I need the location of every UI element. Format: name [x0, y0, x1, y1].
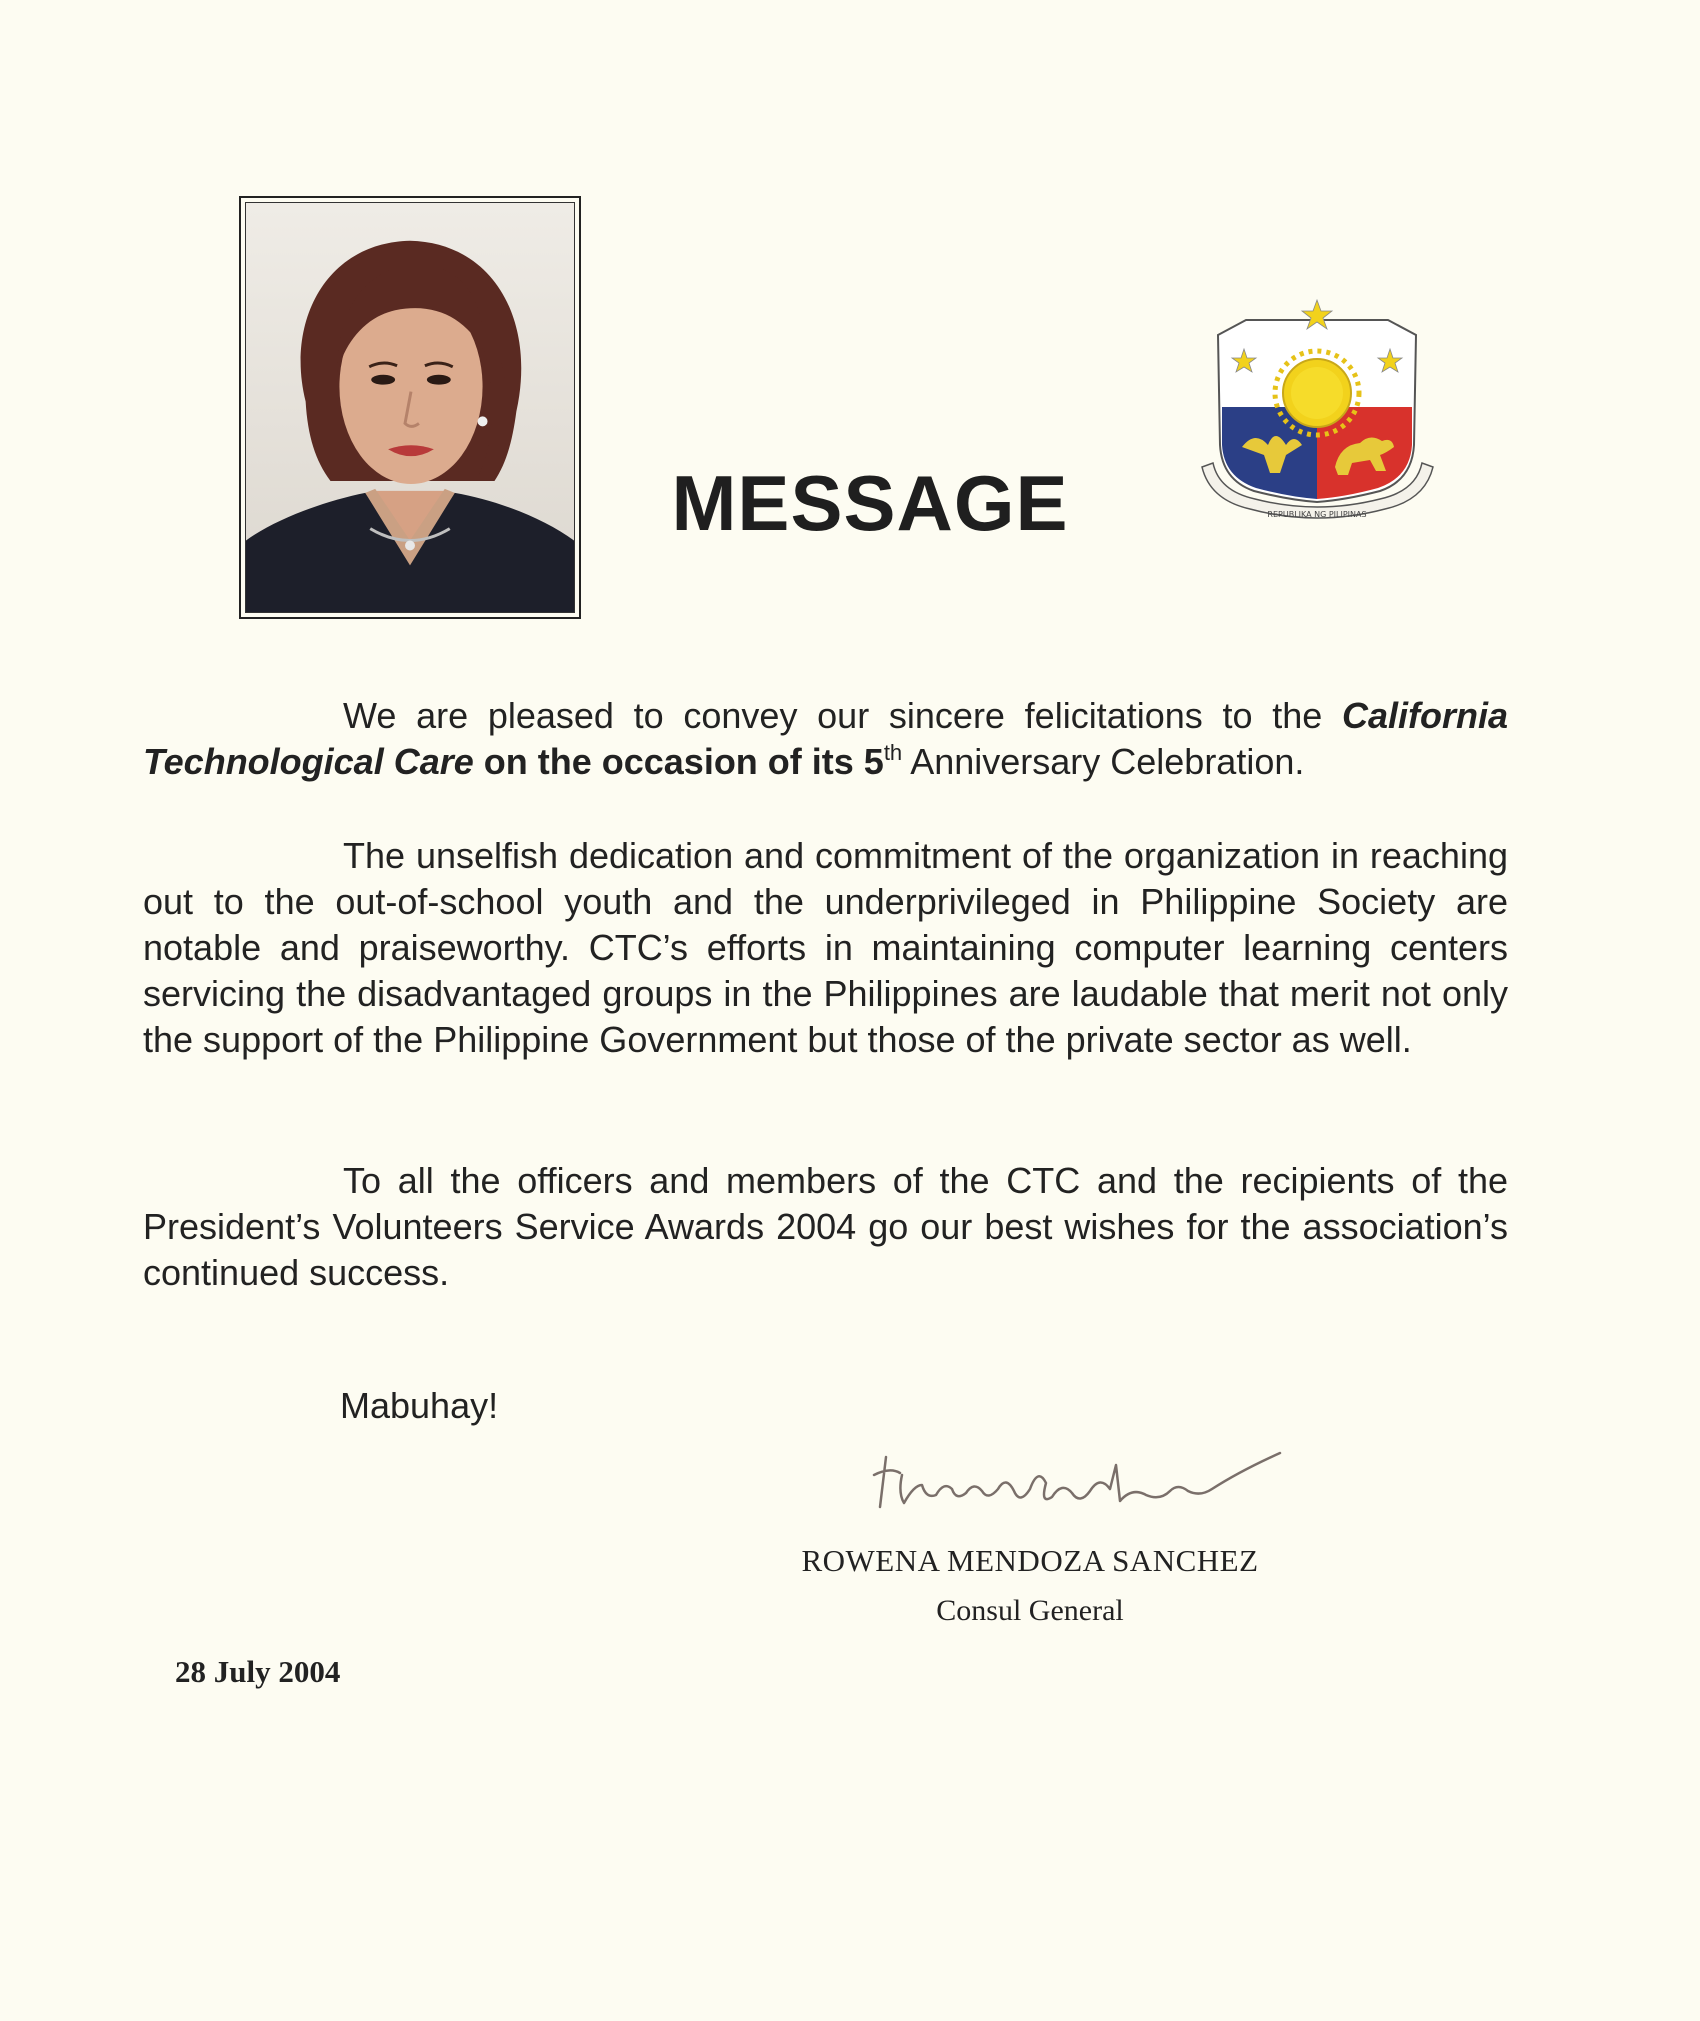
paragraph-felicitations — [143, 693, 1508, 785]
portrait-photo — [245, 202, 575, 613]
philippine-coat-of-arms-seal — [1190, 295, 1445, 555]
p2-text: The unselfish dedication and commitment of the organization in reaching out to the out-of-school youth and the underprivileged in Philippine Society are notable and praiseworthy. CTC’s efforts in maintaining computer learning centers servicing the disadvantaged groups in the Philippines are laudable that merit not only the support of the Philippine Government but those of the private sector as well. — [143, 835, 1508, 1060]
p1-bold-mid: on the occasion of its 5 — [473, 741, 884, 782]
ordinal-suffix: th — [883, 740, 903, 765]
document-date: 28 July 2004 — [175, 1654, 341, 1689]
signer-title: Consul General — [936, 1594, 1124, 1627]
p3-text: To all the officers and members of the CTC and the recipients of the President’s Volunteers Service Awards 2004 go our best wishes for the association’s continued success. — [143, 1160, 1508, 1293]
page-title: MESSAGE — [671, 459, 1069, 547]
p1-lead: We are pleased to convey our sincere felicitations to the — [343, 695, 1342, 736]
paragraph-dedication — [143, 833, 1508, 1063]
portrait-photo-frame — [239, 196, 581, 619]
organization-name: California Technological Care — [143, 695, 1508, 782]
handwritten-signature — [870, 1445, 1320, 1520]
seal-scroll-text: REPUBLIKA NG PILIPINAS — [1267, 510, 1367, 519]
closing-salutation: Mabuhay! — [340, 1385, 499, 1426]
p1-tail: Anniversary Celebration. — [902, 741, 1305, 782]
paragraph-best-wishes — [143, 1158, 1508, 1296]
signer-name: ROWENA MENDOZA SANCHEZ — [801, 1543, 1259, 1578]
